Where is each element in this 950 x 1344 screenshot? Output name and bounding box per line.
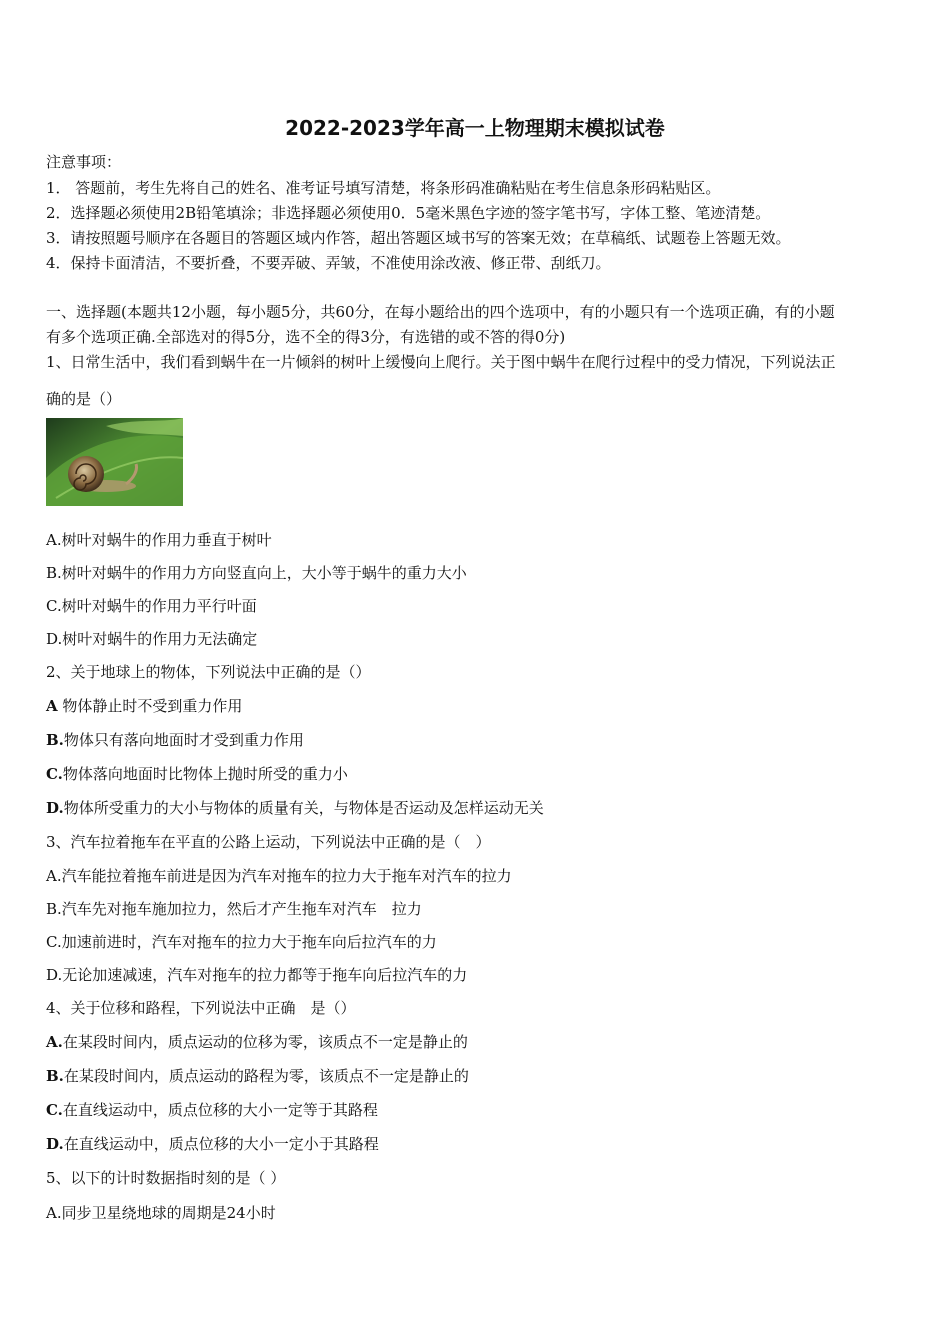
option: C.树叶对蜗牛的作用力平行叶面 [46,597,257,615]
notice-item: 4．保持卡面清洁，不要折叠，不要弄破、弄皱，不准使用涂改液、修正带、刮纸刀。 [46,254,611,272]
option-text: 物体落向地面时比物体上抛时所受的重力小 [62,765,348,783]
snail-on-leaf-image [46,418,183,506]
option [46,764,348,784]
question-2-stem: 2、关于地球上的物体，下列说法中正确的是（） [46,663,371,681]
option-text: 在直线运动中，质点位移的大小一定等于其路程 [62,1101,378,1119]
option-text: 物体静止时不受到重力作用 [57,697,243,715]
notice-item: 1． 答题前，考生先将自己的姓名、准考证号填写清楚，将条形码准确粘贴在考生信息条形码粘贴区。 [46,179,721,197]
option [46,1066,469,1086]
option: D.树叶对蜗牛的作用力无法确定 [46,630,258,648]
notice-item: 3．请按照题号顺序在各题目的答题区域内作答，超出答题区域书写的答案无效；在草稿纸、试题卷上答题无效。 [46,229,791,247]
option [46,798,544,818]
option: B.树叶对蜗牛的作用力方向竖直向上，大小等于蜗牛的重力大小 [46,564,467,582]
section-header: 一、选择题(本题共12小题，每小题5分，共60分，在每小题给出的四个选项中，有的小题只有一个选项正确，有的小题 [46,303,835,321]
option [46,730,304,750]
option-lead: D. [46,799,64,817]
question-3-stem: 3、汽车拉着拖车在平直的公路上运动，下列说法中正确的是（ ） [46,833,491,851]
option-text: 在某段时间内，质点运动的位移为零，该质点不一定是静止的 [62,1033,468,1051]
option-lead: D. [46,1135,64,1153]
question-1-stem: 1、日常生活中，我们看到蜗牛在一片倾斜的树叶上缓慢向上爬行。关于图中蜗牛在爬行过程中的受力情况，下列说法正 [46,353,836,371]
option [46,1032,468,1052]
option-text: 在直线运动中，质点位移的大小一定小于其路程 [63,1135,379,1153]
option-lead: A. [46,1033,63,1051]
option-text: 物体所受重力的大小与物体的质量有关，与物体是否运动及怎样运动无关 [63,799,544,817]
option [46,1100,378,1120]
option [46,696,242,716]
page-title: 2022-2023学年高一上物理期末模拟试卷 [285,116,665,140]
option: A.汽车能拉着拖车前进是因为汽车对拖车的拉力大于拖车对汽车的拉力 [46,867,512,885]
option-lead: A [46,697,58,715]
option: C.加速前进时，汽车对拖车的拉力大于拖车向后拉汽车的力 [46,933,437,951]
option-lead: B. [46,1067,64,1085]
option: B.汽车先对拖车施加拉力，然后才产生拖车对汽车 拉力 [46,900,422,918]
option: A.树叶对蜗牛的作用力垂直于树叶 [46,531,272,549]
notice-heading: 注意事项： [46,153,122,171]
option: A.同步卫星绕地球的周期是24小时 [46,1204,276,1222]
option-text: 物体只有落向地面时才受到重力作用 [63,731,304,749]
option [46,1134,379,1154]
option-text: 在某段时间内，质点运动的路程为零，该质点不一定是静止的 [63,1067,469,1085]
notice-item: 2．选择题必须使用2B铅笔填涂；非选择题必须使用0．5毫米黑色字迹的签字笔书写，字体工整、笔迹清楚。 [46,204,771,222]
section-header-cont: 有多个选项正确.全部选对的得5分，选不全的得3分，有选错的或不答的得0分) [46,328,566,346]
option-lead: C. [46,765,63,783]
option-lead: C. [46,1101,63,1119]
question-4-stem: 4、关于位移和路程，下列说法中正确 是（） [46,999,356,1017]
question-1-stem-cont: 确的是（） [46,390,122,408]
option-lead: B. [46,731,64,749]
option: D.无论加速减速，汽车对拖车的拉力都等于拖车向后拉汽车的力 [46,966,468,984]
question-5-stem: 5、以下的计时数据指时刻的是（ ） [46,1169,286,1187]
